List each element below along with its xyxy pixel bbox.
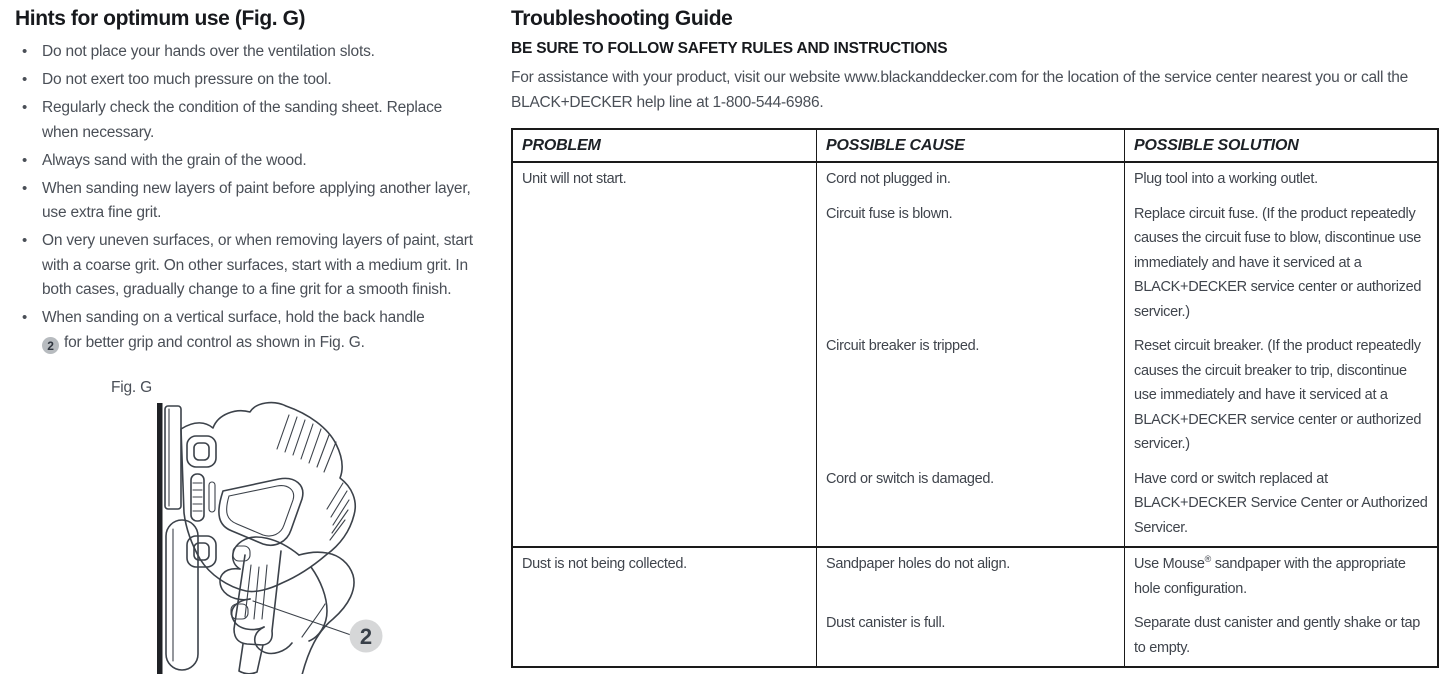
column-header-problem: PROBLEM <box>522 137 601 154</box>
figure-label: Fig. G <box>111 379 153 396</box>
hint-text: On very uneven surfaces, or when removing layers of paint, start with a coarse grit. On other surfaces, start with a medium grit. In both cases, gradually change to a fine grit for a smooth finish. <box>42 232 473 298</box>
list-item <box>15 68 475 93</box>
solution-text: sandpaper with the appropriate hole configuration. <box>1134 556 1406 597</box>
assistance-paragraph: For assistance with your product, visit our website www.blackanddecker.com for the location of the service center nearest you or call the BLACK+DECKER help line at 1-800-544-6986. <box>511 69 1409 111</box>
hint-text: Do not exert too much pressure on the tool. <box>42 71 332 88</box>
table-row <box>513 163 1437 546</box>
table-header-row <box>513 130 1437 163</box>
cause-cell: Circuit fuse is blown. <box>816 198 1124 331</box>
troubleshooting-section <box>511 7 1439 668</box>
hand <box>220 537 354 674</box>
cause-cell: Dust canister is full. <box>816 607 1124 666</box>
part-2-badge: 2 <box>42 337 59 354</box>
solution-cell: Plug tool into a working outlet. <box>1124 163 1437 198</box>
bullet-icon: • <box>22 232 28 249</box>
list-item <box>15 40 475 65</box>
hint-text: Regularly check the condition of the sanding sheet. Replace when necessary. <box>42 99 443 141</box>
bullet-icon: • <box>22 71 28 88</box>
registered-trademark-icon: ® <box>1204 554 1211 565</box>
hint-text: When sanding on a vertical surface, hold the back handle <box>42 309 425 326</box>
troubleshooting-table <box>511 128 1439 668</box>
cause-cell: Cord not plugged in. <box>816 163 1124 198</box>
solution-text: Use Mouse <box>1134 556 1205 572</box>
list-item <box>15 229 475 303</box>
bullet-icon: • <box>22 99 28 116</box>
safety-subtitle: BE SURE TO FOLLOW SAFETY RULES AND INSTRUCTIONS <box>511 40 948 57</box>
bullet-icon: • <box>22 179 28 197</box>
figure-g-illustration <box>105 379 407 674</box>
hint-text: When sanding new layers of paint before applying another layer, use extra fine grit. <box>42 179 471 221</box>
solution-cell: Reset circuit breaker. (If the product repeatedly causes the circuit breaker to trip, discontinue use immediately and have it serviced at a BLACK+DECKER service center or authorized servicer.) <box>1124 330 1437 463</box>
bullet-icon: • <box>22 151 28 169</box>
list-item <box>15 149 475 174</box>
cause-cell: Sandpaper holes do not align. <box>816 548 1124 607</box>
solution-cell: Replace circuit fuse. (If the product repeatedly causes the circuit fuse to blow, discontinue use immediately and have it serviced at a BLACK+DECKER service center or authorized servicer.) <box>1124 198 1437 331</box>
column-header-cause: POSSIBLE CAUSE <box>816 130 1124 161</box>
troubleshooting-title: Troubleshooting Guide <box>511 7 733 30</box>
problem-cell: Unit will not start. <box>522 171 627 187</box>
solution-cell <box>1124 548 1437 607</box>
problem-cell: Dust is not being collected. <box>522 556 687 572</box>
cause-cell: Cord or switch is damaged. <box>816 463 1124 547</box>
ventilation-slots <box>277 415 336 472</box>
solution-cell: Separate dust canister and gently shake or tap to empty. <box>1124 607 1437 666</box>
hint-text: Do not place your hands over the ventilation slots. <box>42 43 375 60</box>
callout-line <box>253 601 351 635</box>
list-item <box>15 306 475 355</box>
wall-surface <box>157 403 163 674</box>
hints-section <box>15 7 485 649</box>
hints-heading: Hints for optimum use (Fig. G) <box>15 7 306 30</box>
table-row <box>513 546 1437 666</box>
hints-list <box>15 40 475 355</box>
solution-cell: Have cord or switch replaced at BLACK+DECKER Service Center or Authorized Servicer. <box>1124 463 1437 547</box>
hint-text: for better grip and control as shown in Fig. G. <box>64 333 365 351</box>
ventilation-slots-2 <box>327 483 349 540</box>
figure-g <box>105 379 407 674</box>
callout-2-label: 2 <box>359 624 373 649</box>
list-item <box>15 177 475 226</box>
column-header-solution: POSSIBLE SOLUTION <box>1124 130 1437 161</box>
bullet-icon: • <box>22 43 28 60</box>
list-item <box>15 96 475 145</box>
hint-text: Always sand with the grain of the wood. <box>42 151 307 169</box>
cause-cell: Circuit breaker is tripped. <box>816 330 1124 463</box>
bullet-icon: • <box>22 309 28 326</box>
